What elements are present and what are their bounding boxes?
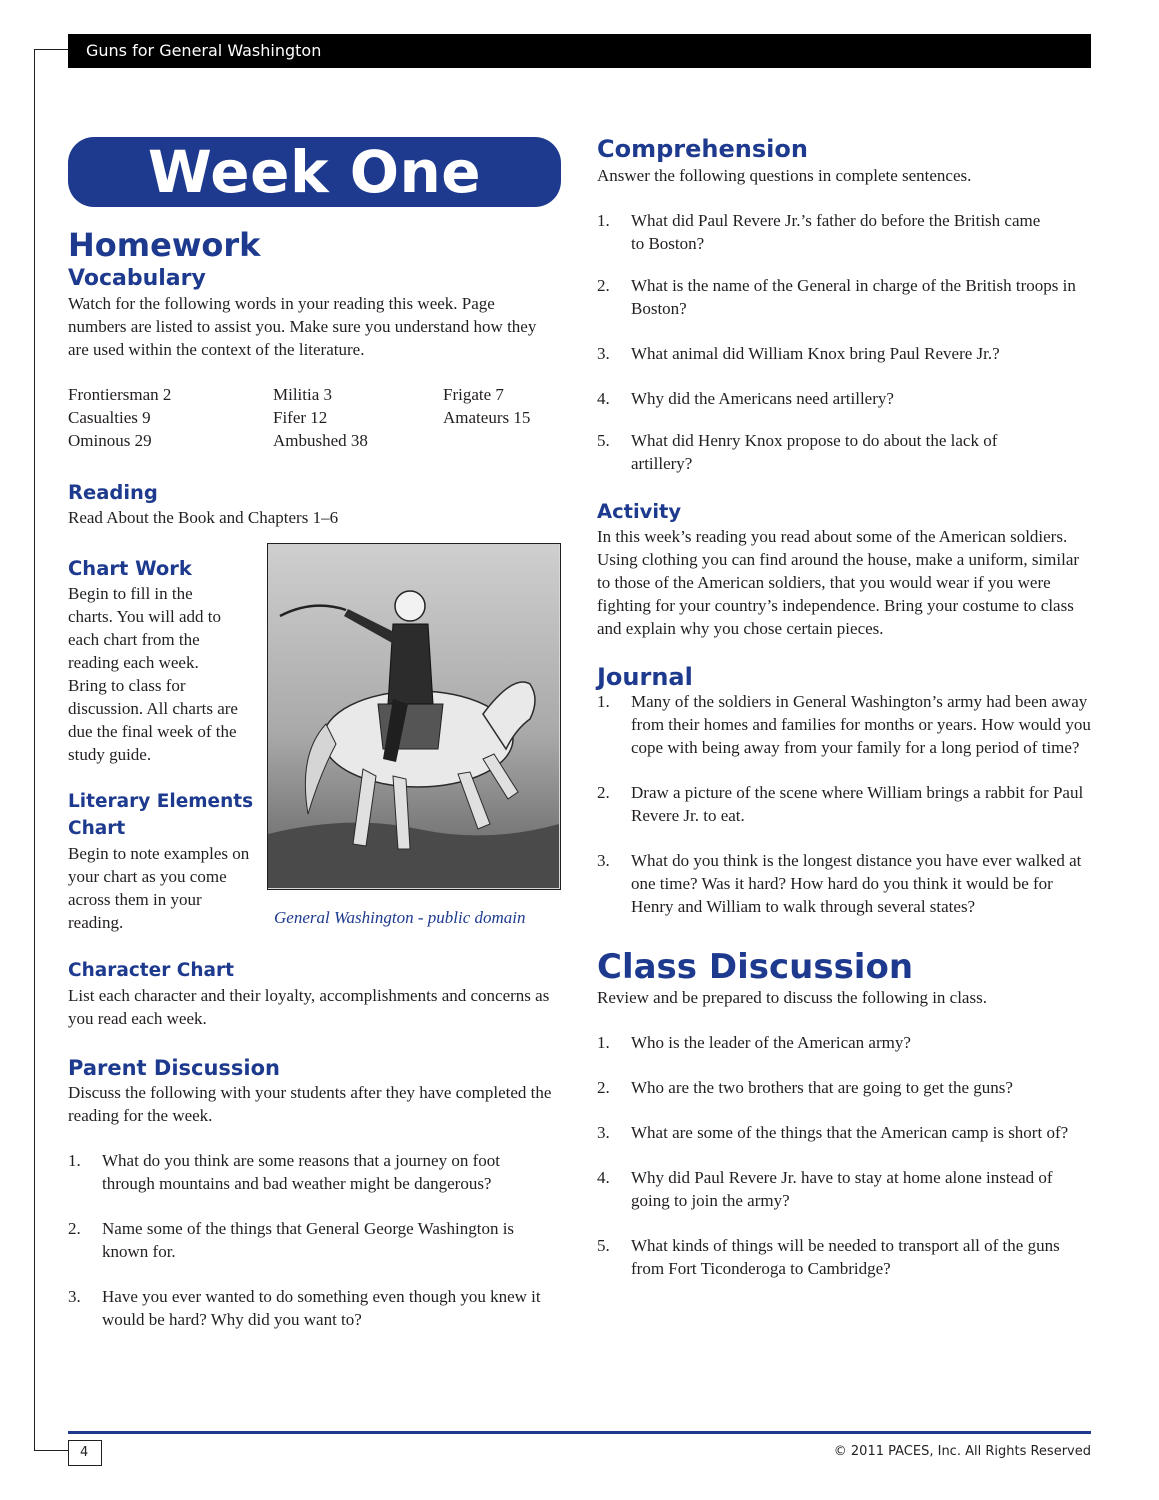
copyright: © 2011 PACES, Inc. All Rights Reserved bbox=[833, 1444, 1091, 1459]
vocab-word: Fifer 12 bbox=[273, 408, 328, 427]
literary-elements-heading-line1: Literary Elements bbox=[68, 791, 254, 812]
vocabulary-heading: Vocabulary bbox=[68, 266, 206, 291]
vocab-word: Amateurs 15 bbox=[443, 408, 531, 427]
item-text: Draw a picture of the scene where William brings a rabbit for Paul Revere Jr. to eat. bbox=[631, 783, 1084, 825]
class-discussion-intro: Review and be prepared to discuss the following in class. bbox=[597, 988, 987, 1007]
item-number: 2. bbox=[597, 276, 610, 295]
item-text: Who are the two brothers that are going to get the guns? bbox=[631, 1078, 1013, 1097]
activity-heading: Activity bbox=[597, 500, 682, 523]
parent-discussion-heading: Parent Discussion bbox=[68, 1056, 280, 1080]
item-number: 4. bbox=[597, 1168, 610, 1187]
item-text: Who is the leader of the American army? bbox=[631, 1033, 911, 1052]
vocabulary-intro: Watch for the following words in your reading this week. Page numbers are listed to assist you. Make sure you understand how they are used within the context of the literature. bbox=[68, 294, 537, 359]
item-text: Many of the soldiers in General Washington’s army had been away from their homes and families for months or years. How would you cope with being away from your family for a long period of time? bbox=[631, 692, 1091, 757]
running-header: Guns for General Washington bbox=[68, 34, 1091, 68]
equestrian-illustration bbox=[268, 544, 559, 888]
list-item bbox=[68, 1149, 553, 1195]
item-text: Have you ever wanted to do something even though you knew it would be hard? Why did you want to? bbox=[102, 1287, 541, 1329]
item-number: 1. bbox=[68, 1151, 81, 1170]
list-item bbox=[597, 387, 1091, 410]
list-item bbox=[597, 429, 1091, 475]
literary-elements-text: Begin to note examples on your chart as you come across them in your reading. bbox=[68, 844, 250, 932]
page-number: 4 bbox=[68, 1440, 102, 1466]
parent-discussion-intro: Discuss the following with your students after they have completed the reading for the week. bbox=[68, 1083, 552, 1125]
list-item bbox=[597, 274, 1091, 320]
item-number: 5. bbox=[597, 431, 610, 450]
list-item bbox=[597, 1234, 1091, 1280]
character-chart-text: List each character and their loyalty, accomplishments and concerns as you read each week. bbox=[68, 986, 550, 1028]
list-item bbox=[597, 1031, 1091, 1054]
list-item bbox=[597, 849, 1091, 918]
item-text: What did Henry Knox propose to do about the lack of artillery? bbox=[631, 431, 998, 473]
vocab-word: Frontiersman 2 bbox=[68, 385, 172, 404]
character-chart-heading: Character Chart bbox=[68, 960, 234, 981]
frame-line-left bbox=[34, 49, 35, 1450]
journal-heading: Journal bbox=[597, 663, 693, 691]
photo-caption: General Washington - public domain bbox=[274, 908, 526, 927]
vocab-word: Ambushed 38 bbox=[273, 431, 368, 450]
item-number: 2. bbox=[597, 783, 610, 802]
vocab-word: Militia 3 bbox=[273, 385, 333, 404]
list-item bbox=[68, 1285, 553, 1331]
item-number: 2. bbox=[68, 1219, 81, 1238]
frame-line-top bbox=[34, 49, 68, 50]
parent-discussion-list bbox=[68, 1149, 553, 1331]
journal-list bbox=[597, 690, 1091, 918]
reading-heading: Reading bbox=[68, 481, 158, 504]
item-number: 2. bbox=[597, 1078, 610, 1097]
class-discussion-list bbox=[597, 1031, 1091, 1280]
item-number: 3. bbox=[597, 344, 610, 363]
list-item bbox=[597, 781, 1091, 827]
item-text: Why did Paul Revere Jr. have to stay at home alone instead of going to join the army? bbox=[631, 1168, 1053, 1210]
homework-heading: Homework bbox=[68, 226, 261, 264]
item-number: 3. bbox=[68, 1287, 81, 1306]
class-discussion-heading: Class Discussion bbox=[597, 947, 914, 987]
item-text: What do you think are some reasons that a journey on foot through mountains and bad weather might be dangerous? bbox=[102, 1151, 500, 1193]
vocabulary-list bbox=[68, 383, 553, 452]
right-column bbox=[597, 134, 1091, 1280]
item-number: 1. bbox=[597, 1033, 610, 1052]
activity-text: In this week’s reading you read about some of the American soldiers. Using clothing you can find around the house, make a uniform, similar to those of the American soldiers, that you would wear if you were fighting for your country’s independence. Bring your costume to class and explain why you chose certain pieces. bbox=[597, 527, 1080, 638]
list-item bbox=[68, 1217, 553, 1263]
item-number: 1. bbox=[597, 692, 610, 711]
footer-rule bbox=[68, 1431, 1091, 1434]
reading-text: Read About the Book and Chapters 1–6 bbox=[68, 508, 339, 527]
washington-portrait bbox=[267, 543, 561, 890]
vocab-word: Ominous 29 bbox=[68, 431, 152, 450]
item-number: 4. bbox=[597, 389, 610, 408]
item-number: 3. bbox=[597, 1123, 610, 1142]
item-number: 5. bbox=[597, 1236, 610, 1255]
item-text: What kinds of things will be needed to transport all of the guns from Fort Ticonderoga to Cambridge? bbox=[631, 1236, 1060, 1278]
list-item bbox=[597, 1076, 1091, 1099]
comprehension-list bbox=[597, 209, 1091, 475]
item-number: 3. bbox=[597, 851, 610, 870]
frame-line-bottom bbox=[34, 1450, 68, 1451]
list-item bbox=[597, 690, 1091, 759]
chart-work-text: Begin to fill in the charts. You will add to each chart from the reading each week. Bring to class for discussion. All charts are due the final week of the study guide. bbox=[68, 584, 238, 764]
item-text: What do you think is the longest distance you have ever walked at one time? Was it hard? How hard do you think it would be for Henry and William to walk through several states? bbox=[631, 851, 1082, 916]
item-number: 1. bbox=[597, 211, 610, 230]
literary-elements-heading-line2: Chart bbox=[68, 818, 126, 839]
list-item bbox=[597, 209, 1091, 255]
comprehension-intro: Answer the following questions in complete sentences. bbox=[597, 166, 972, 185]
item-text: What are some of the things that the American camp is short of? bbox=[631, 1123, 1069, 1142]
chart-work-heading: Chart Work bbox=[68, 557, 192, 580]
item-text: Name some of the things that General George Washington is known for. bbox=[102, 1219, 515, 1261]
list-item bbox=[597, 1121, 1091, 1144]
vocab-word: Casualties 9 bbox=[68, 408, 151, 427]
vocab-word: Frigate 7 bbox=[443, 385, 504, 404]
list-item bbox=[597, 342, 1091, 365]
item-text: What animal did William Knox bring Paul Revere Jr.? bbox=[631, 344, 1000, 363]
item-text: What is the name of the General in charge of the British troops in Boston? bbox=[631, 276, 1076, 318]
list-item bbox=[597, 1166, 1091, 1212]
item-text: What did Paul Revere Jr.’s father do before the British came to Boston? bbox=[631, 211, 1041, 253]
comprehension-heading: Comprehension bbox=[597, 135, 808, 163]
week-title: Week One bbox=[68, 137, 561, 207]
item-text: Why did the Americans need artillery? bbox=[631, 389, 894, 408]
